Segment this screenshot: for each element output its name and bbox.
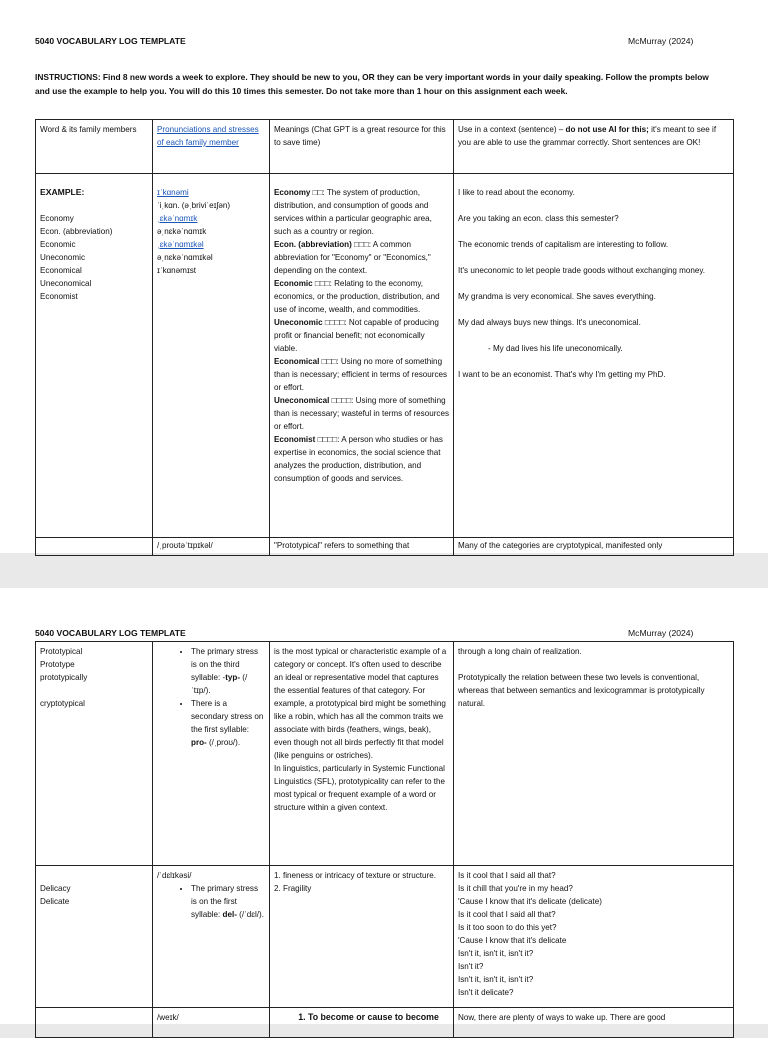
meaning-term: Uneconomic □□□□	[274, 318, 345, 327]
lyric-line: 'Cause I know that it's delicate	[458, 936, 567, 945]
col-header-word: Word & its family members	[36, 120, 153, 174]
example-meaning	[274, 186, 449, 238]
meaning-definition: : Using more of something than is necessary; wasteful in terms of resources or effort.	[274, 396, 449, 431]
proto-meaning-cell: "Prototypical" refers to something that	[270, 538, 454, 556]
page-title: 5040 VOCABULARY LOG TEMPLATE	[35, 36, 186, 46]
example-sentence: Are you taking an econ. class this semester?	[458, 214, 619, 223]
example-meaning	[274, 316, 449, 355]
example-meaning	[274, 277, 449, 316]
example-sentence: My grandma is very economical. She saves everything.	[458, 292, 656, 301]
wake-meaning-cell	[270, 1008, 454, 1038]
proto-word: prototypically	[40, 673, 88, 682]
example-sentence: The economic trends of capitalism are interesting to follow.	[458, 240, 669, 249]
stress-bullet-primary: • The primary stress is on the third syllable: -typ- (/ˈtɪp/).	[191, 645, 265, 697]
example-pron: ˈiˌkɑn. (əˌbriviˈeɪʃən)	[157, 201, 231, 210]
wake-words-cell	[36, 1008, 153, 1038]
proto-meaning-cell-2: is the most typical or characteristic example of a category or concept. It's often used to describe an ideal or representative model that captures the essential features of that category. For example, a prototypical bird might be something like a robin, which has all the common traits we associate with birds (feathers, wings, beak), even though not all birds perfectly fit that model (like penguins or ostriches). In linguistics, particularly in Systemic Functional Linguistics (SFL), prototypicality can refer to the most typical or frequent example of a word or structure within a given context.	[270, 642, 454, 866]
example-sentence: My dad always buys new things. It's uneconomical.	[458, 318, 641, 327]
vocab-table-2	[35, 641, 734, 1038]
example-meaning	[274, 433, 449, 485]
pronunciation-header-link[interactable]: Pronunciations and stresses of each family member	[157, 125, 259, 147]
delicacy-meaning-list	[274, 869, 449, 895]
delicacy-word-list	[40, 882, 148, 908]
author-year-2: McMurray (2024)	[628, 628, 694, 638]
author-year: McMurray (2024)	[628, 36, 694, 46]
meaning-definition: : Not capable of producing profit or financial benefit; not economically viable.	[274, 318, 439, 353]
lyric-line: Isn't it, isn't it, isn't it?	[458, 949, 534, 958]
example-word-list	[40, 212, 148, 303]
example-meaning-list	[274, 186, 449, 485]
meaning-term: Economic □□□	[274, 279, 330, 288]
example-word: Economic	[40, 240, 76, 249]
example-pron[interactable]: ˌɛkəˈnɑmɪkəl	[157, 240, 204, 249]
proto-stress-list	[157, 645, 265, 749]
meaning-term: Economy □□	[274, 188, 323, 197]
delicacy-meaning-cell	[270, 866, 454, 1008]
delicacy-meaning: 1. fineness or intricacy of texture or structure.	[274, 871, 436, 880]
lyric-line: Is it cool that I said all that?	[458, 910, 556, 919]
example-pron[interactable]: ˌɛkəˈnɑmɪk	[157, 214, 198, 223]
meaning-definition: : A common abbreviation for "Economy" or "Economics," depending on the context.	[274, 240, 431, 275]
delicacy-meaning: 2. Fragility	[274, 884, 312, 893]
meaning-term: Economical □□□	[274, 357, 337, 366]
example-sentence-list	[458, 186, 729, 381]
example-pron: əˌnɛkəˈnɑmɪkəl	[157, 253, 213, 262]
lyric-line: Isn't it, isn't it, isn't it?	[458, 975, 534, 984]
example-word: Econ. (abbreviation)	[40, 227, 113, 236]
example-sentence: I want to be an economist. That's why I'm getting my PhD.	[458, 370, 666, 379]
example-sentence: It's uneconomic to let people trade goods without exchanging money.	[458, 266, 706, 275]
example-word: Uneconomical	[40, 279, 92, 288]
proto-sentence-cell: Many of the categories are cryptotypical, manifested only	[454, 538, 734, 556]
meaning-definition: : A person who studies or has expertise in economics, the social science that analyzes the production, distribution, and consumption of goods and services.	[274, 435, 443, 483]
example-word: Economist	[40, 292, 78, 301]
example-sentences-cell	[454, 174, 734, 538]
delicacy-word: Delicate	[40, 897, 70, 906]
document-page-2	[0, 588, 768, 1024]
example-row	[36, 174, 734, 538]
example-word: Economical	[40, 266, 82, 275]
vocab-table	[35, 119, 734, 556]
example-pron-cell	[153, 174, 270, 538]
delicacy-words-cell	[36, 866, 153, 1008]
example-sentence: I like to read about the economy.	[458, 188, 575, 197]
col-header-meanings: Meanings (Chat GPT is a great resource for this to save time)	[270, 120, 454, 174]
proto-word-list	[40, 645, 148, 710]
delicacy-stress-bullet: • The primary stress is on the first syllable: del- (/ˈdɛl/).	[191, 882, 265, 921]
example-meaning	[274, 394, 449, 433]
example-word: Economy	[40, 214, 74, 223]
wake-row	[36, 1008, 734, 1038]
example-pron[interactable]: ɪˈkɑnəmi	[157, 188, 189, 197]
example-meaning	[274, 355, 449, 394]
lyric-line: Is it chill that you're in my head?	[458, 884, 573, 893]
instructions: INSTRUCTIONS: Find 8 new words a week to explore. They should be new to you, OR they can be very important words in your daily speaking. Follow the prompts below and use the example to help you. You will do this 10 times this semester. Do not take more than 1 hour on this assignment each week.	[35, 72, 709, 96]
prototypical-row-start	[36, 538, 734, 556]
delicacy-ipa: /ˈdɛlɪkəsi/	[157, 871, 192, 880]
example-word: Uneconomic	[40, 253, 85, 262]
delicacy-row	[36, 866, 734, 1008]
wake-meaning-list: 1. To become or cause to become	[274, 1011, 449, 1024]
proto-words-cell	[36, 642, 153, 866]
proto-stress-cell	[153, 642, 270, 866]
lyric-line: Isn't it?	[458, 962, 484, 971]
meaning-term: Uneconomical □□□□	[274, 396, 352, 405]
col-header-pronunciation	[153, 120, 270, 174]
meaning-definition: : Using no more of something than is necessary; efficient in terms of resources or effort.	[274, 357, 448, 392]
example-pron: ɪˈkɑnəmɪst	[157, 266, 197, 275]
proto-word: Prototypical	[40, 647, 83, 656]
proto-sentence-cell-2: through a long chain of realization. Prototypically the relation between these two levels is conventional, whereas that between semantics and lexicogrammar is prototypically natural.	[454, 642, 734, 866]
lyric-line: Is it too soon to do this yet?	[458, 923, 557, 932]
meaning-term: Economist □□□□	[274, 435, 338, 444]
delicacy-word: Delicacy	[40, 884, 71, 893]
page-title-2: 5040 VOCABULARY LOG TEMPLATE	[35, 628, 186, 638]
proto-word: cryptotypical	[40, 699, 85, 708]
meaning-definition: : Relating to the economy, economics, or the production, distribution, and use of income, wealth, and commodities.	[274, 279, 440, 314]
example-pron: əˌnɛkəˈnɑmɪk	[157, 227, 207, 236]
stress-bullet-secondary: • There is a secondary stress on the first syllable: pro- (/ˌproʊ/).	[191, 697, 265, 749]
delicacy-sentence-cell	[454, 866, 734, 1008]
header-row	[36, 120, 734, 174]
prototypical-row	[36, 642, 734, 866]
lyric-line: Is it cool that I said all that?	[458, 871, 556, 880]
lyric-line: 'Cause I know that it's delicate (delicate)	[458, 897, 602, 906]
col-header-context: Use in a context (sentence) – do not use AI for this; it's meant to see if you are able to use the grammar correctly. Short sentences are OK!	[454, 120, 734, 174]
example-words-cell	[36, 174, 153, 538]
delicacy-stress-list	[157, 882, 265, 921]
delicacy-pron-cell	[153, 866, 270, 1008]
wake-pron-cell: /weɪk/	[153, 1008, 270, 1038]
meaning-definition: : The system of production, distribution, and consumption of goods and services within a particular geographic area, such as a country or region.	[274, 188, 432, 236]
example-meaning	[274, 238, 449, 277]
example-label: EXAMPLE:	[40, 187, 85, 197]
example-meanings-cell	[270, 174, 454, 538]
example-pron-list	[157, 186, 265, 277]
proto-pron-cell: /ˌproʊtəˈtɪpɪkəl/	[153, 538, 270, 556]
proto-word: Prototype	[40, 660, 75, 669]
lyric-line: Isn't it delicate?	[458, 988, 514, 997]
wake-sentence-cell: Now, there are plenty of ways to wake up. There are good	[454, 1008, 734, 1038]
proto-word-cell	[36, 538, 153, 556]
example-sentence: - My dad lives his life uneconomically.	[488, 344, 623, 353]
delicacy-lyrics	[458, 869, 729, 999]
meaning-term: Econ. (abbreviation) □□□	[274, 240, 369, 249]
